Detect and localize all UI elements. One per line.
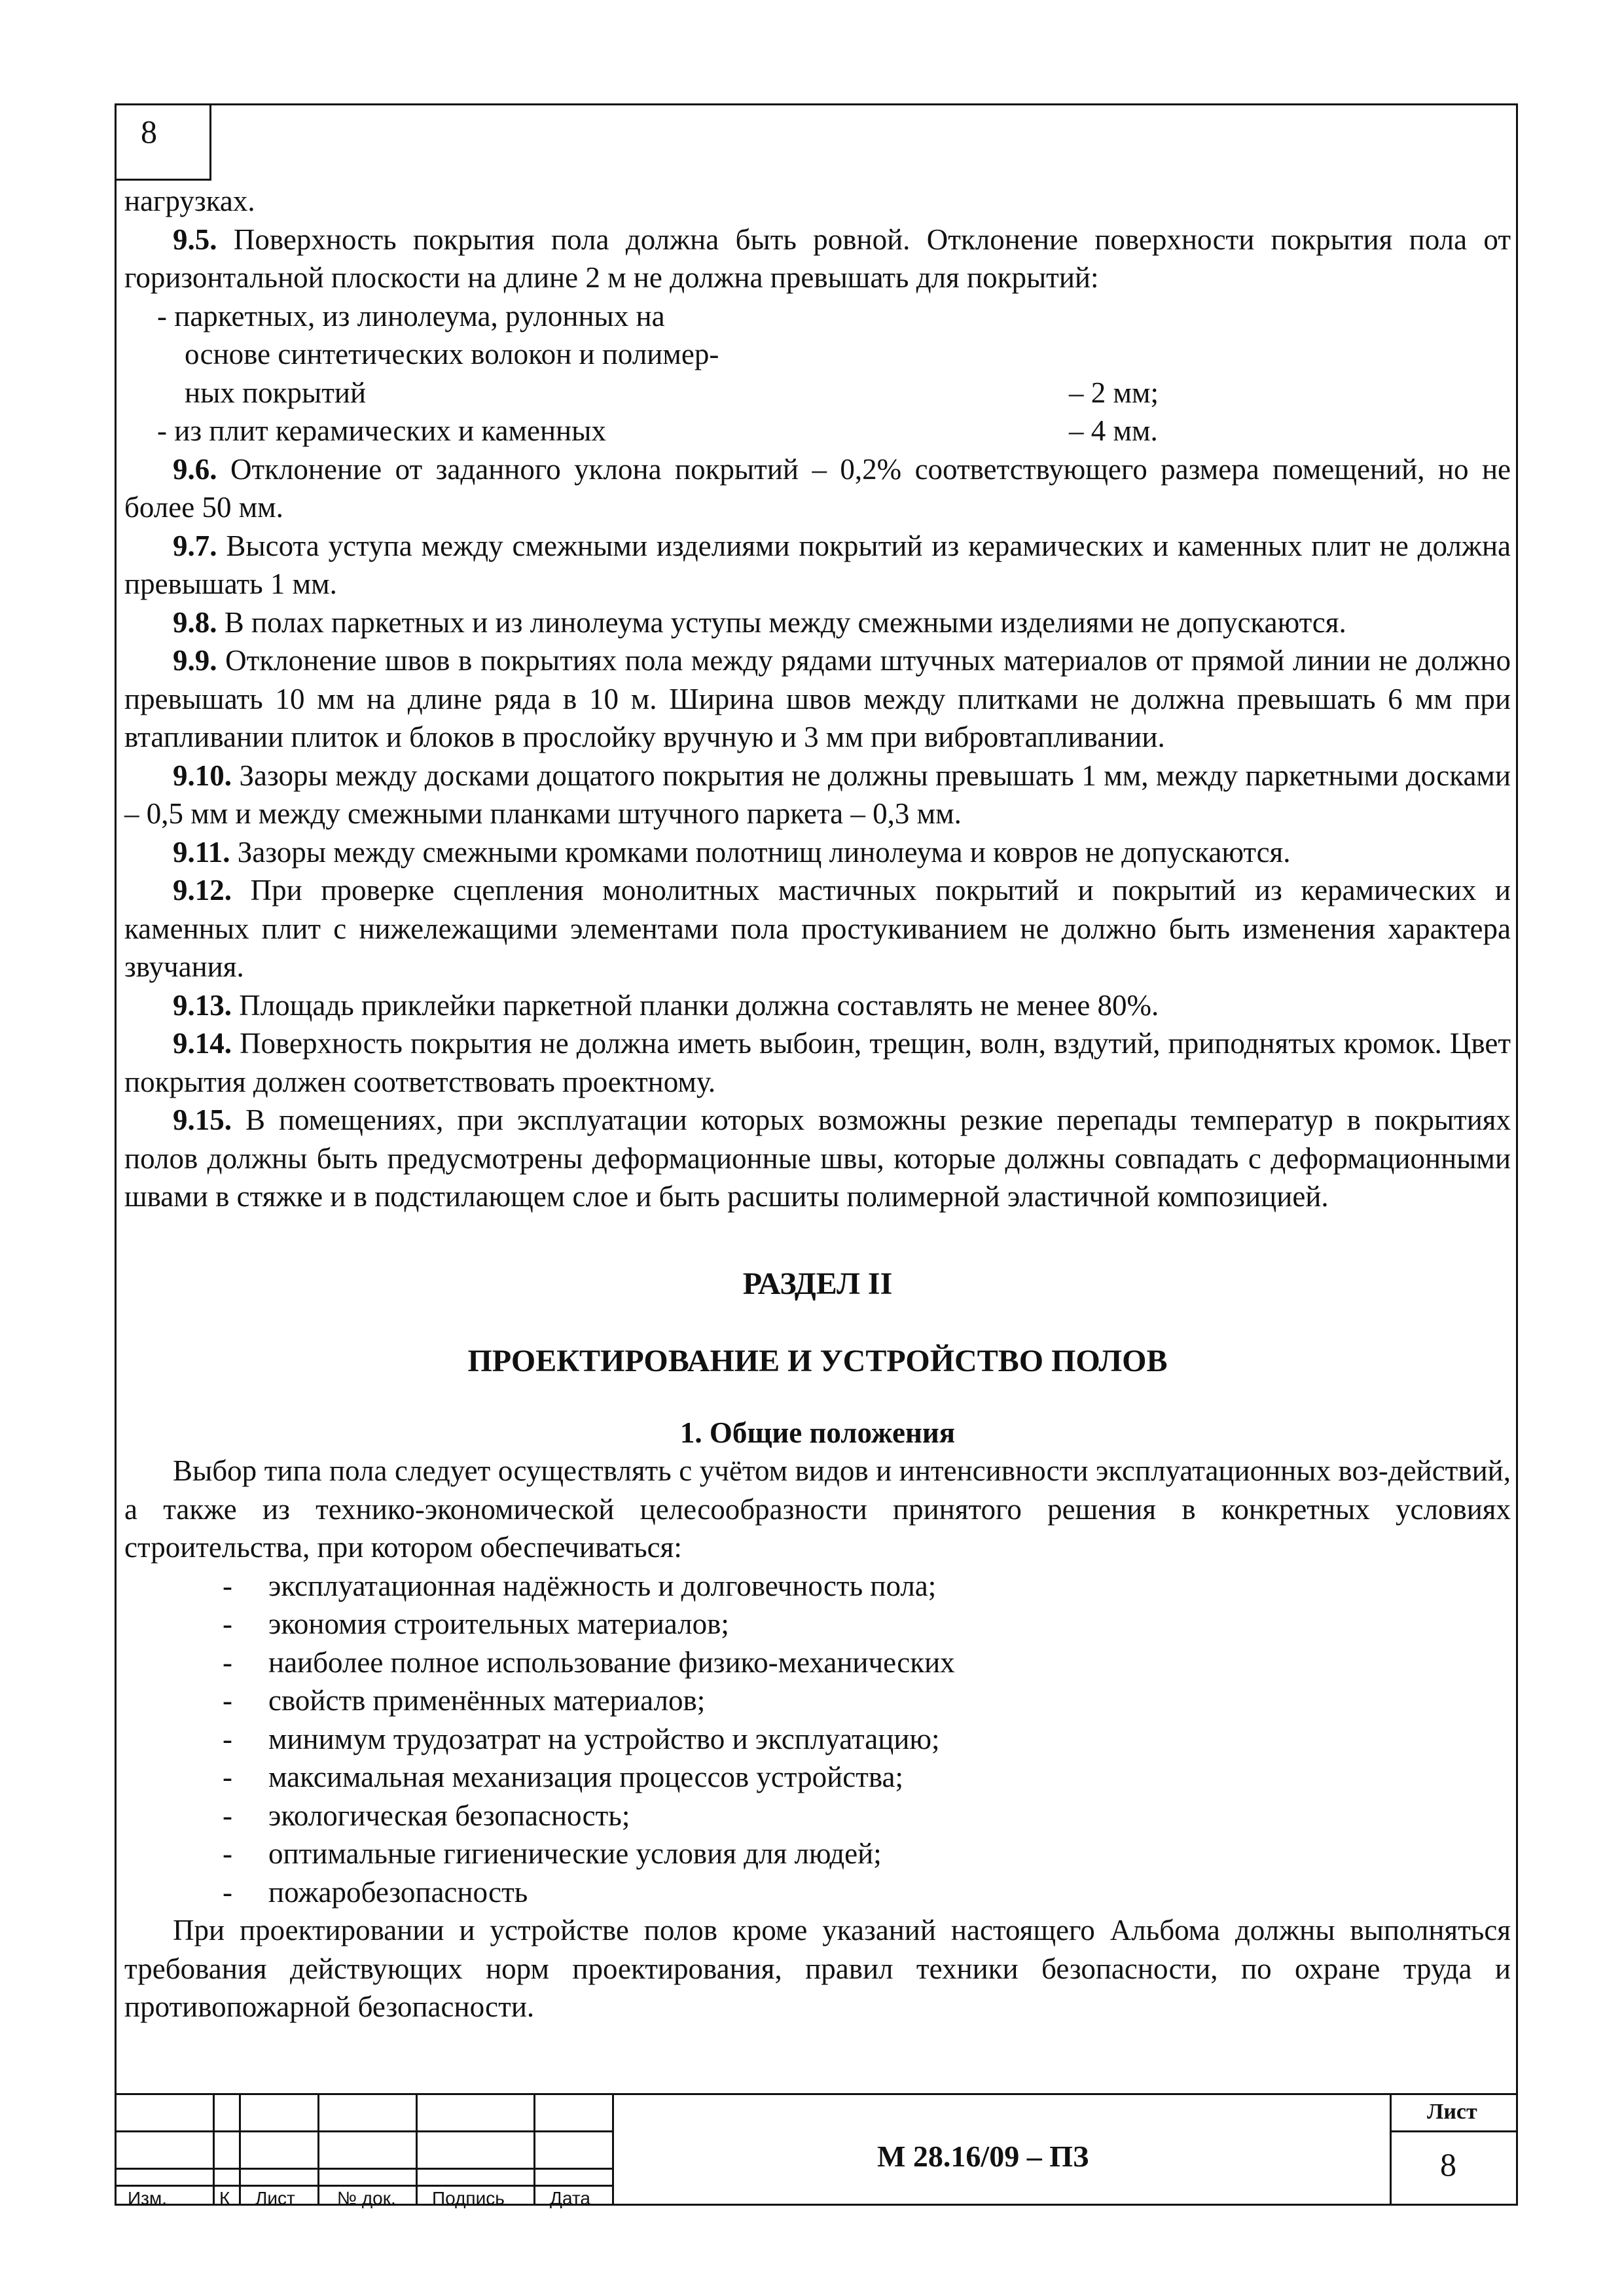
sheet-label: Лист	[1427, 2100, 1477, 2124]
requirements-list	[124, 1567, 1511, 1912]
stamp-col-doc: № док.	[337, 2188, 396, 2208]
list-item: - минимум трудозатрат на устройство и эксплуатацию;	[223, 1722, 940, 1755]
tolerance-item: основе синтетических волокон и полимер-	[185, 338, 719, 370]
stamp-line	[115, 2130, 612, 2132]
stamp-col-list: Лист	[255, 2188, 295, 2208]
stamp-line	[533, 2093, 535, 2206]
title-block	[115, 2093, 1518, 2206]
list-item: - максимальная механизация процессов устройства;	[223, 1761, 903, 1793]
list-item: - эксплуатационная надёжность и долговечность пола;	[223, 1569, 937, 1602]
stamp-line	[416, 2093, 418, 2206]
paragraph-9-13: 9.13. Площадь приклейки паркетной планки должна составлять не менее 80%.	[173, 988, 1159, 1022]
stamp-col-k: К	[219, 2188, 230, 2208]
paragraph-9-6: 9.6. Отклонение от заданного уклона покрытий – 0,2% соответствующего размера помещений, но не более 50 мм.	[124, 452, 1511, 524]
paragraph-9-9: 9.9. Отклонение швов в покрытиях пола между рядами штучных материалов от прямой линии не должно превышать 10 мм на длине ряда в 10 м. Ширина швов между плитками не должна превышать 6 мм при втапливании плиток и блоков в прослойку вручную и 3 мм при вибровтапливании.	[124, 644, 1511, 753]
stamp-line	[115, 2185, 612, 2187]
paragraph-9-11: 9.11. Зазоры между смежными кромками полотнищ линолеума и ковров не допускаются.	[173, 835, 1291, 869]
stamp-col-izm: Изм.	[128, 2188, 167, 2208]
list-item: - оптимальные гигиенические условия для людей;	[223, 1837, 882, 1870]
list-item: - экологическая безопасность;	[223, 1799, 630, 1832]
tolerance-list	[124, 297, 1511, 450]
section-closing: При проектировании и устройстве полов кроме указаний настоящего Альбома должны выполняться требования действующих норм проектирования, правил техники безопасности, по охране труда и противопожарной безопасности.	[124, 1914, 1511, 2023]
list-item: - свойств применённых материалов;	[223, 1684, 706, 1717]
section-title: РАЗДЕЛ II	[742, 1266, 893, 1301]
paragraph-9-12: 9.12. При проверке сцепления монолитных мастичных покрытий и покрытий из керамических и каменных плит с нижележащими элементами пола простукиванием не должно быть изменения характера звучания.	[124, 874, 1511, 983]
stamp-col-date: Дата	[550, 2188, 591, 2208]
stamp-line	[317, 2093, 319, 2206]
page-number-box	[115, 103, 211, 181]
stamp-line	[213, 2093, 215, 2206]
list-item: - наиболее полное использование физико-механических	[223, 1645, 955, 1679]
stamp-line	[115, 2093, 1518, 2095]
list-item: - экономия строительных материалов;	[223, 1607, 729, 1640]
list-item: - пожаробезопасность	[223, 1875, 528, 1909]
stamp-line	[115, 2168, 612, 2170]
paragraph-9-10: 9.10. Зазоры между досками дощатого покрытия не должны превышать 1 мм, между паркетными досками – 0,5 мм и между смежными планками штучного паркета – 0,3 мм.	[124, 759, 1511, 830]
section-intro: Выбор типа пола следует осуществлять с учётом видов и интенсивности эксплуатационных воз-действий, а также из технико-экономической целесообразности принятого решения в конкретных условиях строительства, при котором обеспечиваться:	[124, 1454, 1511, 1564]
paragraph-continuation: нагрузках.	[124, 185, 255, 217]
stamp-line	[1390, 2130, 1518, 2132]
paragraph-9-15: 9.15. В помещениях, при эксплуатации которых возможны резкие перепады температур в покрытиях полов должны быть предусмотрены деформационные швы, которые должны совпадать с деформационными швами в стяжке и в подстилающем слое и быть расшиты полимерной эластичной композицией.	[124, 1103, 1511, 1213]
tolerance-item: - паркетных, из линолеума, рулонных на	[157, 299, 665, 332]
paragraph-9-14: 9.14. Поверхность покрытия не должна иметь выбоин, трещин, волн, вздутий, приподнятых кромок. Цвет покрытия должен соответствовать проектному.	[124, 1027, 1511, 1098]
clause-number: 9.5.	[173, 223, 217, 256]
section-subtitle: ПРОЕКТИРОВАНИЕ И УСТРОЙСТВО ПОЛОВ	[467, 1344, 1168, 1378]
paragraph-9-5	[124, 221, 1511, 297]
clause-text: Поверхность покрытия пола должна быть ровной. Отклонение поверхности покрытия пола от горизонтальной плоскости на длине 2 м не должна превышать для покрытий:	[124, 223, 1511, 294]
subsection-heading: 1. Общие положения	[679, 1416, 956, 1449]
tolerance-item: - из плит керамических и каменных – 4 мм.	[157, 414, 1158, 447]
tolerance-item: ных покрытий – 2 мм;	[185, 376, 1159, 409]
stamp-line	[612, 2093, 614, 2206]
document-body	[124, 182, 1511, 2026]
page-number: 8	[141, 113, 157, 150]
stamp-line	[1390, 2093, 1392, 2206]
paragraph-9-8: 9.8. В полах паркетных и из линолеума уступы между смежными изделиями не допускаются.	[173, 605, 1346, 639]
paragraph-9-7: 9.7. Высота уступа между смежными изделиями покрытий из керамических и каменных плит не должна превышать 1 мм.	[124, 529, 1511, 600]
document-number: М 28.16/09 – ПЗ	[877, 2140, 1089, 2173]
stamp-line	[239, 2093, 241, 2206]
stamp-col-sign: Подпись	[432, 2188, 505, 2208]
sheet-number: 8	[1440, 2146, 1456, 2183]
